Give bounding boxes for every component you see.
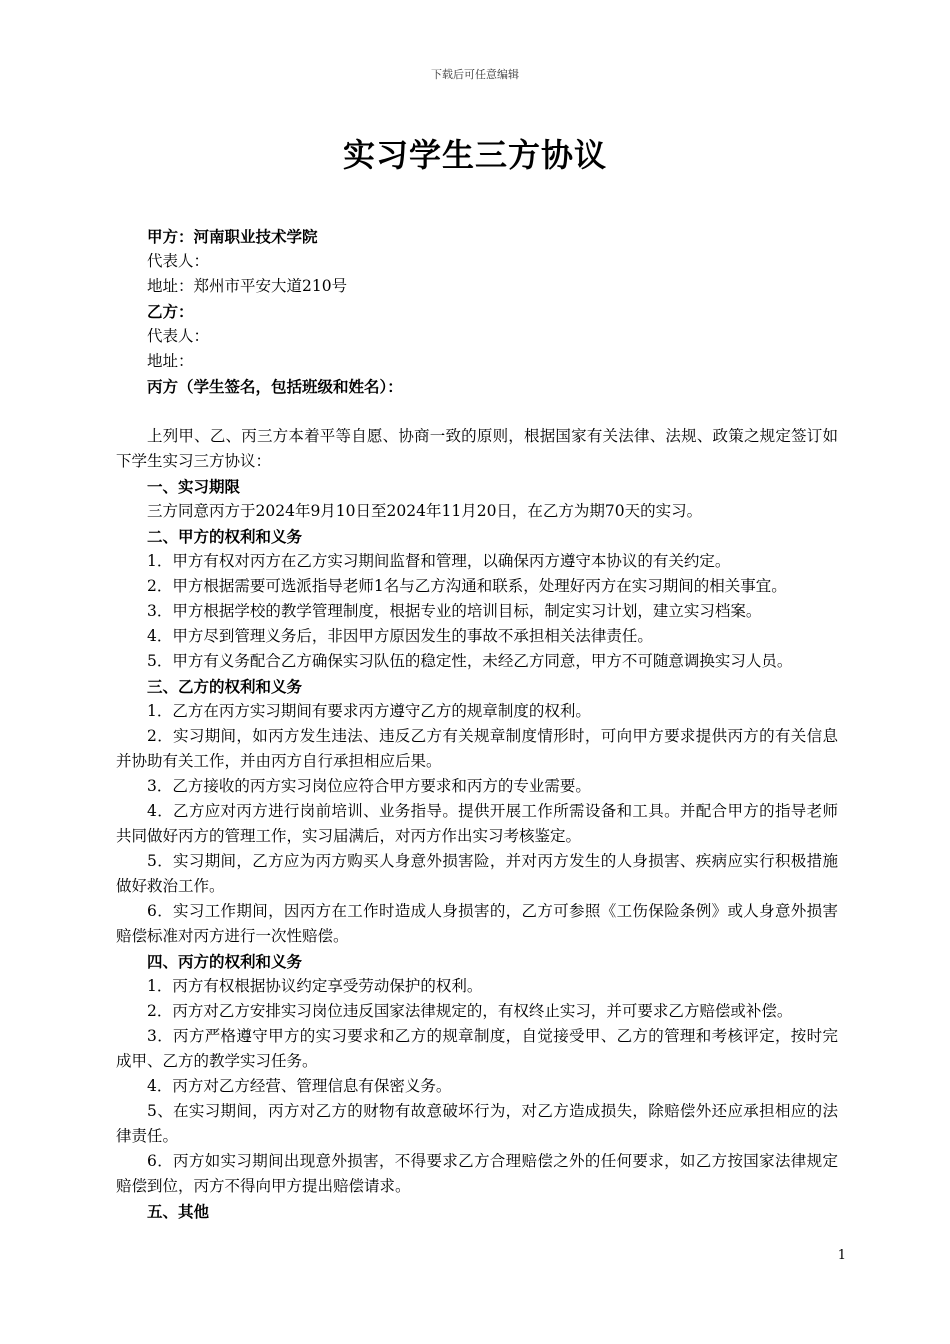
section-5-heading: 五、其他 [147, 1202, 210, 1221]
section-3-clause-2: 2．实习期间，如丙方发生违法、违反乙方有关规章制度情形时，可向甲方要求提供丙方的有关信息并协助有关工作，并由丙方自行承担相应后果。 [116, 727, 838, 770]
section-2-clause-4: 4．甲方尽到管理义务后，非因甲方原因发生的事故不承担相关法律责任。 [147, 627, 653, 645]
blank-line [116, 399, 838, 424]
party-a-address: 地址：郑州市平安大道210号 [147, 277, 348, 295]
section-4-clause-6: 6．丙方如实习期间出现意外损害，不得要求乙方合理赔偿之外的任何要求，如乙方按国家法律规定赔偿到位，丙方不得向甲方提出赔偿请求。 [116, 1152, 838, 1195]
party-c-signature: 丙方（学生签名，包括班级和姓名）： [147, 377, 403, 396]
section-3-clause-3: 3．乙方接收的丙方实习岗位应符合甲方要求和丙方的专业需要。 [147, 777, 591, 795]
section-2-clause-2: 2．甲方根据需要可选派指导老师1名与乙方沟通和联系，处理好丙方在实习期间的相关事宜。 [147, 577, 787, 595]
section-4-clause-4: 4．丙方对乙方经营、管理信息有保密义务。 [147, 1077, 452, 1095]
intro-paragraph: 上列甲、乙、丙三方本着平等自愿、协商一致的原则，根据国家有关法律、法规、政策之规定签订如下学生实习三方协议： [116, 427, 838, 470]
page-number: 1 [837, 1248, 846, 1263]
section-4-clause-1: 1．丙方有权根据协议约定享受劳动保护的权利。 [147, 977, 483, 995]
party-b-name: 乙方： [147, 302, 194, 321]
section-1-heading: 一、实习期限 [147, 477, 241, 496]
section-2-clause-3: 3．甲方根据学校的教学管理制度，根据专业的培训目标，制定实习计划，建立实习档案。 [147, 602, 762, 620]
party-a-name: 甲方：河南职业技术学院 [147, 227, 318, 246]
section-3-heading: 三、乙方的权利和义务 [147, 677, 303, 696]
party-b-address: 地址： [147, 352, 194, 370]
section-4-heading: 四、丙方的权利和义务 [147, 952, 303, 971]
party-b-representative: 代表人： [147, 327, 210, 345]
section-1-clause-1: 三方同意丙方于2024年9月10日至2024年11月20日，在乙方为期70天的实习。 [147, 502, 703, 520]
section-3-clause-6: 6．实习工作期间，因丙方在工作时造成人身损害的，乙方可参照《工伤保险条例》或人身意外损害赔偿标准对丙方进行一次性赔偿。 [116, 902, 838, 945]
section-3-clause-4: 4．乙方应对丙方进行岗前培训、业务指导。提供开展工作所需设备和工具。并配合甲方的指导老师共同做好丙方的管理工作，实习届满后，对丙方作出实习考核鉴定。 [116, 802, 838, 845]
document-title: 实习学生三方协议 [342, 136, 607, 174]
section-3-clause-5: 5．实习期间，乙方应为丙方购买人身意外损害险，并对丙方发生的人身损害、疾病应实行积极措施做好救治工作。 [116, 852, 838, 895]
section-3-clause-1: 1．乙方在丙方实习期间有要求丙方遵守乙方的规章制度的权利。 [147, 702, 591, 720]
section-2-clause-1: 1．甲方有权对丙方在乙方实习期间监督和管理，以确保丙方遵守本协议的有关约定。 [147, 552, 731, 570]
section-4-clause-5: 5、在实习期间，丙方对乙方的财物有故意破坏行为，对乙方造成损失，除赔偿外还应承担相应的法律责任。 [116, 1102, 838, 1145]
section-4-clause-3: 3．丙方严格遵守甲方的实习要求和乙方的规章制度，自觉接受甲、乙方的管理和考核评定，按时完成甲、乙方的教学实习任务。 [116, 1027, 838, 1070]
agreement-body [116, 224, 838, 1224]
party-a-representative: 代表人： [147, 252, 210, 270]
section-4-clause-2: 2．丙方对乙方安排实习岗位违反国家法律规定的，有权终止实习，并可要求乙方赔偿或补偿。 [147, 1002, 793, 1020]
section-2-heading: 二、甲方的权利和义务 [147, 527, 303, 546]
header-note: 下载后可任意编辑 [431, 68, 519, 81]
section-2-clause-5: 5．甲方有义务配合乙方确保实习队伍的稳定性，未经乙方同意，甲方不可随意调换实习人员。 [147, 652, 793, 670]
